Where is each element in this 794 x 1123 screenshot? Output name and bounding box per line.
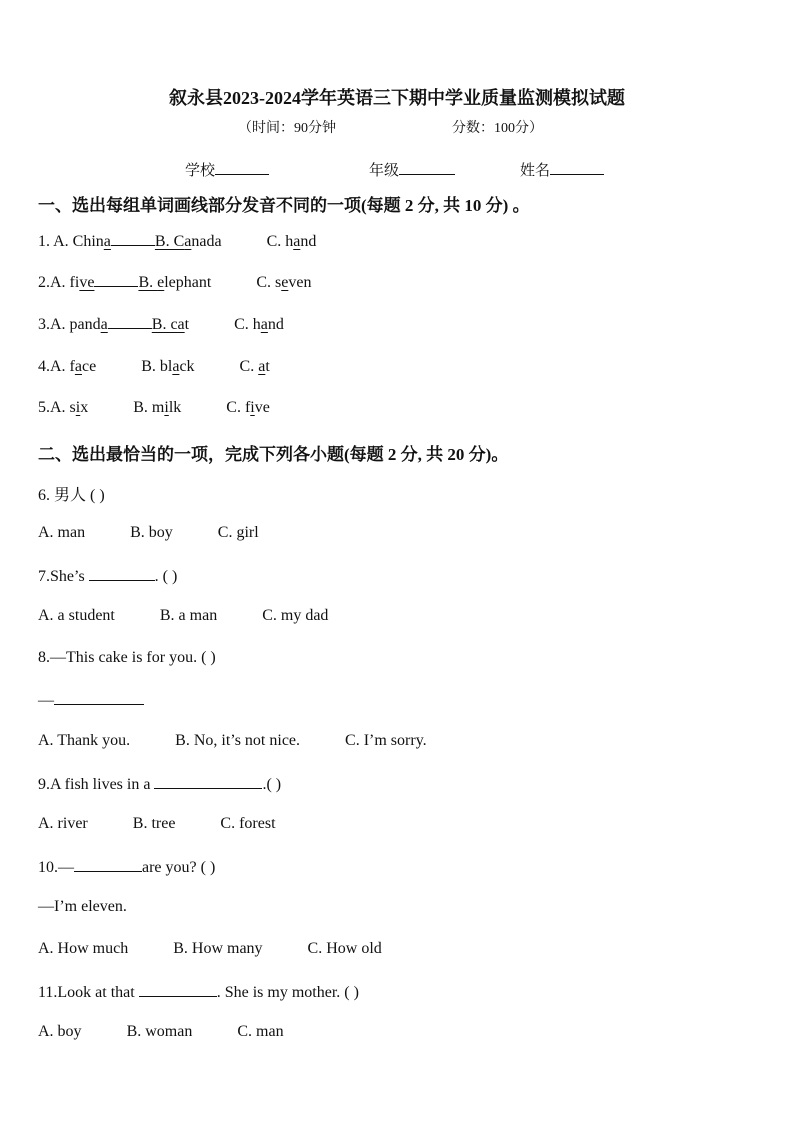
question-7-stem: 7.She’s . ( ) [38, 568, 178, 585]
answer-blank[interactable] [74, 857, 142, 872]
exam-score: 分数：100分） [452, 121, 543, 136]
answer-blank[interactable] [139, 982, 217, 997]
question-9-stem: 9.A fish lives in a .( ) [38, 776, 282, 793]
question-6-stem: 6. 男人 ( ) [38, 487, 105, 504]
option-a[interactable]: A. boy [38, 1023, 82, 1040]
question-4: 4.A. face B. black C. at [38, 358, 270, 375]
option-b[interactable]: B. a man [159, 607, 218, 624]
option-a[interactable]: A. How much [38, 940, 129, 957]
answer-blank[interactable] [54, 690, 144, 705]
question-9-options [38, 815, 276, 833]
option-b[interactable]: B. How many [173, 940, 263, 957]
question-10-stem: 10.— are you? ( ) [38, 859, 216, 876]
option-a[interactable]: A. a student [38, 607, 115, 624]
question-8-options [38, 732, 427, 750]
answer-blank[interactable] [154, 774, 262, 789]
option-c[interactable]: C. forest [220, 815, 276, 832]
school-label: 学校 [185, 163, 216, 179]
question-7-options [38, 607, 328, 625]
option-c[interactable]: C. man [237, 1023, 284, 1040]
question-8-reply: — [38, 690, 144, 710]
school-field [185, 159, 269, 180]
question-2: 2.A. five B. elephant C. seven [38, 274, 312, 291]
answer-blank [111, 233, 155, 246]
option-a[interactable]: A. Thank you. [38, 732, 131, 749]
option-b[interactable]: B. tree [132, 815, 176, 832]
name-field [520, 159, 604, 180]
option-b[interactable]: B. No, it’s not nice. [175, 732, 301, 749]
option-a[interactable]: A. man [38, 524, 86, 541]
question-3: 3.A. panda B. cat C. hand [38, 316, 284, 333]
option-c[interactable]: C. girl [217, 524, 259, 541]
grade-blank[interactable] [399, 160, 455, 175]
question-10-reply: —I’m eleven. [38, 898, 127, 915]
grade-field [369, 159, 455, 180]
section-1-title: 一、选出每组单词画线部分发音不同的一项(每题 2 分, 共 10 分) 。 [38, 196, 530, 215]
school-blank[interactable] [215, 160, 269, 175]
page-title: 叙永县2023-2024学年英语三下期中学业质量监测模拟试题 [169, 88, 625, 108]
question-8-stem: 8.—This cake is for you. ( ) [38, 649, 216, 666]
option-b[interactable]: B. woman [126, 1023, 193, 1040]
option-c[interactable]: C. How old [307, 940, 382, 957]
name-blank[interactable] [550, 160, 604, 175]
option-a[interactable]: A. river [38, 815, 88, 832]
option-b[interactable]: B. boy [130, 524, 173, 541]
section-2-title: 二、选出最恰当的一项，完成下列各小题(每题 2 分, 共 20 分)。 [38, 445, 509, 464]
question-11-stem: 11.Look at that . She is my mother. ( ) [38, 984, 359, 1001]
question-6-options [38, 524, 259, 542]
name-label: 姓名 [520, 163, 551, 179]
exam-time: （时间：90分钟 [238, 121, 336, 136]
answer-blank[interactable] [89, 566, 155, 581]
question-11-options [38, 1023, 284, 1041]
question-10-options [38, 940, 382, 958]
option-c[interactable]: C. my dad [262, 607, 329, 624]
option-c[interactable]: C. I’m sorry. [345, 732, 427, 749]
question-1: 1. A. China B. Canada C. hand [38, 233, 317, 250]
question-5: 5.A. six B. milk C. five [38, 399, 270, 416]
grade-label: 年级 [369, 163, 400, 179]
